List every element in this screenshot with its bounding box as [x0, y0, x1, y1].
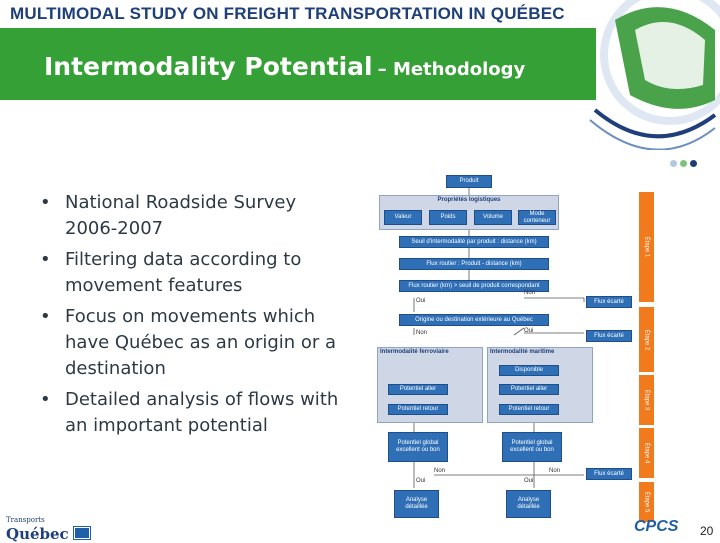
bullet-text: National Roadside Survey 2006-2007 — [65, 192, 297, 239]
etape-2-label: Étape 2 — [643, 329, 650, 350]
slide-title-main: Intermodality Potential — [44, 52, 373, 81]
label-non-1: Non — [524, 290, 536, 296]
etape-1 — [639, 192, 654, 302]
box-analyse-mar: Analyse détaillée — [506, 490, 551, 518]
label-non-3: Non — [434, 468, 446, 474]
quebec-logo — [6, 516, 90, 543]
cpcs-logo: CPCS — [634, 518, 679, 535]
bullet-list — [40, 190, 340, 444]
etape-4-label: Étape 4 — [643, 442, 650, 464]
bullet-item: • Detailed analysis of flows with an important potential — [40, 389, 339, 436]
label-oui-3: Oui — [416, 478, 426, 484]
box-flux-ecarte-3: Flux écarté — [586, 468, 632, 480]
label-oui-4: Oui — [524, 478, 534, 484]
box-pot-retour-ferro: Potentiel retour — [388, 404, 448, 415]
globe-graphic — [575, 0, 720, 150]
label-ferroviaire: Intermodalité ferroviaire — [380, 349, 449, 355]
etape-3-label: Étape 3 — [643, 389, 650, 411]
box-pot-aller-mar: Potentiel aller — [499, 384, 559, 395]
label-oui-1: Oui — [416, 298, 426, 304]
logo-big-text: Québec — [6, 525, 69, 543]
box-volume: Volume — [474, 210, 512, 225]
label-oui-2: Oui — [524, 328, 534, 334]
box-flux-seuil: Flux routier (km) > seuil de produit correspondant — [399, 280, 549, 292]
etape-5 — [639, 482, 654, 522]
box-flux-ecarte-2: Flux écarté — [586, 330, 632, 342]
box-pot-global-mar: Potentiel global excellent ou bon — [502, 432, 562, 462]
box-pot-aller-ferro: Potentiel aller — [388, 384, 448, 395]
box-flux-ecarte-1: Flux écarté — [586, 296, 632, 308]
box-origine: Origine ou destination extérieure au Québec — [399, 314, 549, 326]
etape-2 — [639, 307, 654, 372]
slide-title-sub: – Methodology — [377, 59, 526, 80]
box-seuil: Seuil d'intermodalité par produit : distance (km) — [399, 236, 549, 248]
label-non-2: Non — [416, 330, 428, 336]
box-produit: Produit — [446, 175, 492, 188]
banner-title: MULTIMODAL STUDY ON FREIGHT TRANSPORTATION IN QUÉBEC — [10, 4, 565, 23]
box-poids: Poids — [429, 210, 467, 225]
box-pot-retour-mar: Potentiel retour — [499, 404, 559, 415]
box-disponible: Disponible — [499, 365, 559, 376]
label-maritime: Intermodalité maritime — [490, 349, 555, 355]
bullet-item: • Focus on movements which have Québec as an origin or a destination — [40, 306, 337, 379]
methodology-flowchart — [374, 170, 664, 525]
logo-small-text: Transports — [6, 516, 45, 524]
bullet-item: • National Roadside Survey 2006-2007 — [40, 192, 297, 239]
etape-4 — [639, 428, 654, 478]
bullet-text: Filtering data according to movement features — [65, 249, 302, 296]
slide-title — [44, 52, 525, 81]
box-analyse-ferro: Analyse détaillée — [394, 490, 439, 518]
etape-1-label: Étape 1 — [643, 236, 650, 258]
bullet-item: • Filtering data according to movement features — [40, 249, 302, 296]
page-number: 20 — [700, 524, 714, 538]
box-valeur: Valeur — [384, 210, 422, 225]
box-flux-routier: Flux routier : Produit - distance (km) — [399, 258, 549, 270]
box-mode: Mode conteneur — [518, 210, 556, 225]
etape-5-label: Étape 5 — [643, 491, 650, 513]
box-pot-global-ferro: Potentiel global excellent ou bon — [388, 432, 448, 462]
bullet-text: Focus on movements which have Québec as an origin or a destination — [65, 306, 337, 379]
bullet-text: Detailed analysis of flows with an important potential — [65, 389, 339, 436]
quebec-flag-icon — [74, 527, 90, 539]
decorative-dots — [670, 154, 700, 172]
etape-3 — [639, 375, 654, 425]
label-proprietes: Propriétés logistiques — [437, 197, 501, 203]
label-non-4: Non — [549, 468, 561, 474]
